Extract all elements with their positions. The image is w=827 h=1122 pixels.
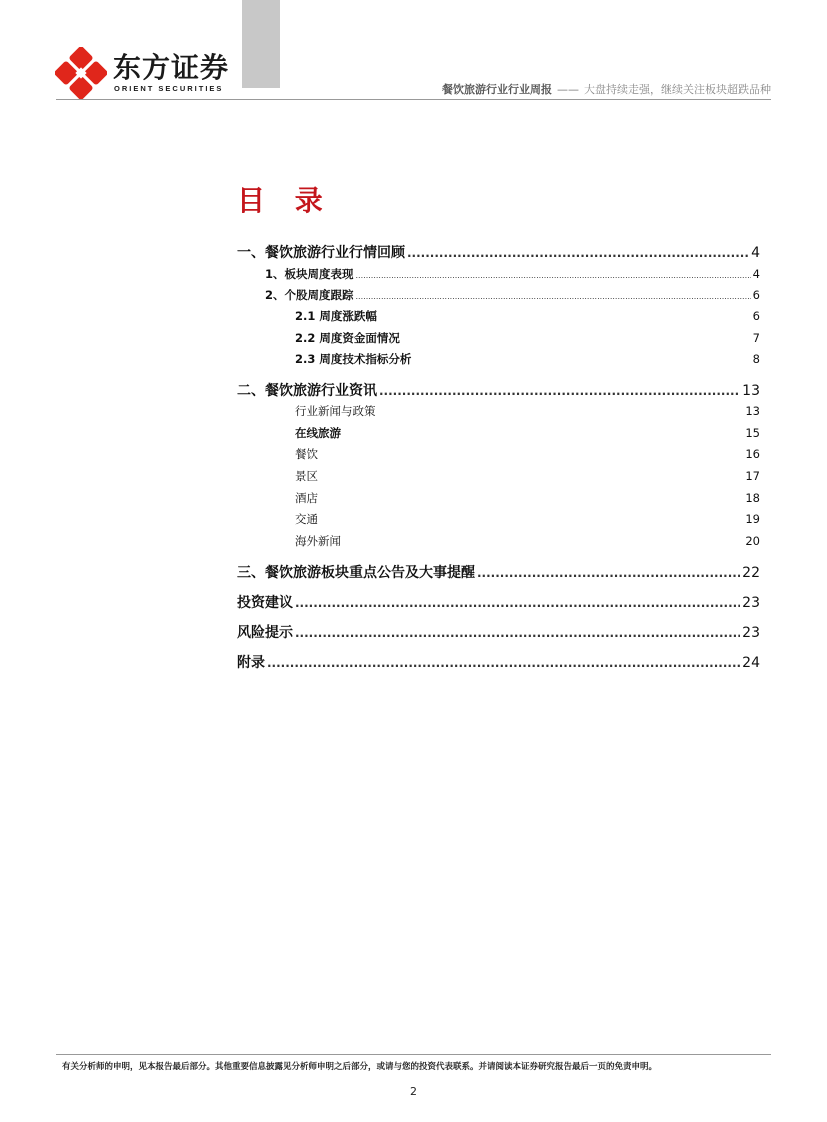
toc-leader xyxy=(356,292,751,301)
toc-entry-label: 餐饮 xyxy=(295,447,318,461)
toc-entry[interactable] xyxy=(237,592,760,612)
toc-entry-page: 18 xyxy=(745,491,760,505)
toc-entry-label: 风险提示 xyxy=(237,625,293,641)
toc-leader xyxy=(267,656,740,670)
report-title: 餐饮旅游行业行业周报 xyxy=(442,83,552,96)
toc-entry-label: 二、餐饮旅游行业资讯 xyxy=(237,383,377,399)
toc-leader xyxy=(295,626,740,640)
toc-entry[interactable] xyxy=(295,425,760,441)
toc-entry-label: 2、个股周度跟踪 xyxy=(265,288,354,302)
toc-entry-label: 海外新闻 xyxy=(295,534,341,548)
toc-entry-label: 2.1 周度涨跌幅 xyxy=(295,309,377,323)
toc-entry[interactable] xyxy=(237,622,760,642)
toc-entry[interactable] xyxy=(265,287,760,303)
toc-entry[interactable] xyxy=(295,403,760,419)
toc-entry[interactable] xyxy=(237,380,760,400)
header-dash: —— xyxy=(557,83,579,96)
toc-entry[interactable] xyxy=(295,490,760,506)
toc-entry-label: 酒店 xyxy=(295,491,318,505)
orient-securities-logo-icon xyxy=(55,47,107,99)
header-gray-tab xyxy=(242,0,280,88)
report-header xyxy=(442,81,771,97)
toc-entry[interactable] xyxy=(237,562,760,582)
toc-entry-page: 6 xyxy=(752,309,760,323)
page-number: 2 xyxy=(410,1085,417,1098)
toc-entry-label: 附录 xyxy=(237,655,265,671)
toc-entry[interactable] xyxy=(295,533,760,549)
toc-entry-label: 2.2 周度资金面情况 xyxy=(295,331,400,345)
toc-entry[interactable] xyxy=(237,652,760,672)
toc-entry-page: 13 xyxy=(742,383,760,399)
toc-entry[interactable] xyxy=(295,308,760,324)
toc-entry-label: 景区 xyxy=(295,469,318,483)
toc-entry-page: 13 xyxy=(745,404,760,418)
toc-leader xyxy=(295,596,740,610)
toc-entry-page: 23 xyxy=(742,595,760,611)
toc-leader xyxy=(379,384,740,398)
header-divider xyxy=(56,99,771,100)
toc-entry-label: 1、板块周度表现 xyxy=(265,267,354,281)
footer-disclaimer: 有关分析师的申明，见本报告最后部分。其他重要信息披露见分析师申明之后部分，或请与您的投资代表联系。并请阅读本证券研究报告最后一页的免责申明。 xyxy=(62,1062,658,1072)
toc-entry-page: 24 xyxy=(742,655,760,671)
toc-entry-page: 22 xyxy=(742,565,760,581)
footer-divider xyxy=(56,1054,771,1055)
toc-entry-page: 6 xyxy=(752,288,760,302)
toc-entry-label: 2.3 周度技术指标分析 xyxy=(295,352,412,366)
toc-leader xyxy=(407,246,749,260)
toc-entry-page: 15 xyxy=(745,426,760,440)
toc-entry-label: 交通 xyxy=(295,512,318,526)
toc-leader xyxy=(356,271,751,280)
toc-entry[interactable] xyxy=(295,330,760,346)
toc-entry[interactable] xyxy=(265,266,760,282)
toc-entry-label: 行业新闻与政策 xyxy=(295,404,376,418)
toc-entry-page: 19 xyxy=(745,512,760,526)
toc-entry-page: 8 xyxy=(752,352,760,366)
toc-entry-page: 17 xyxy=(745,469,760,483)
toc-entry-page: 7 xyxy=(752,331,760,345)
toc-entry-page: 4 xyxy=(751,245,760,261)
toc-entry[interactable] xyxy=(237,242,760,262)
report-subtitle: 大盘持续走强，继续关注板块超跌品种 xyxy=(584,83,771,96)
toc-entry-label: 三、餐饮旅游板块重点公告及大事提醒 xyxy=(237,565,475,581)
toc-entry-page: 16 xyxy=(745,447,760,461)
toc-leader xyxy=(477,566,740,580)
toc-entry[interactable] xyxy=(295,511,760,527)
brand-name-en: ORIENT SECURITIES xyxy=(114,84,224,93)
toc-entry-page: 4 xyxy=(752,267,760,281)
toc-entry[interactable] xyxy=(295,446,760,462)
toc-heading: 目 录 xyxy=(237,184,333,217)
toc-entry-page: 23 xyxy=(742,625,760,641)
toc-entry-page: 20 xyxy=(745,534,760,548)
brand-name-cn: 东方证券 xyxy=(113,51,230,84)
toc-entry[interactable] xyxy=(295,351,760,367)
toc-entry-label: 投资建议 xyxy=(237,595,293,611)
toc-entry-label: 在线旅游 xyxy=(295,426,341,440)
toc-entry[interactable] xyxy=(295,468,760,484)
toc-entry-label: 一、餐饮旅游行业行情回顾 xyxy=(237,245,405,261)
